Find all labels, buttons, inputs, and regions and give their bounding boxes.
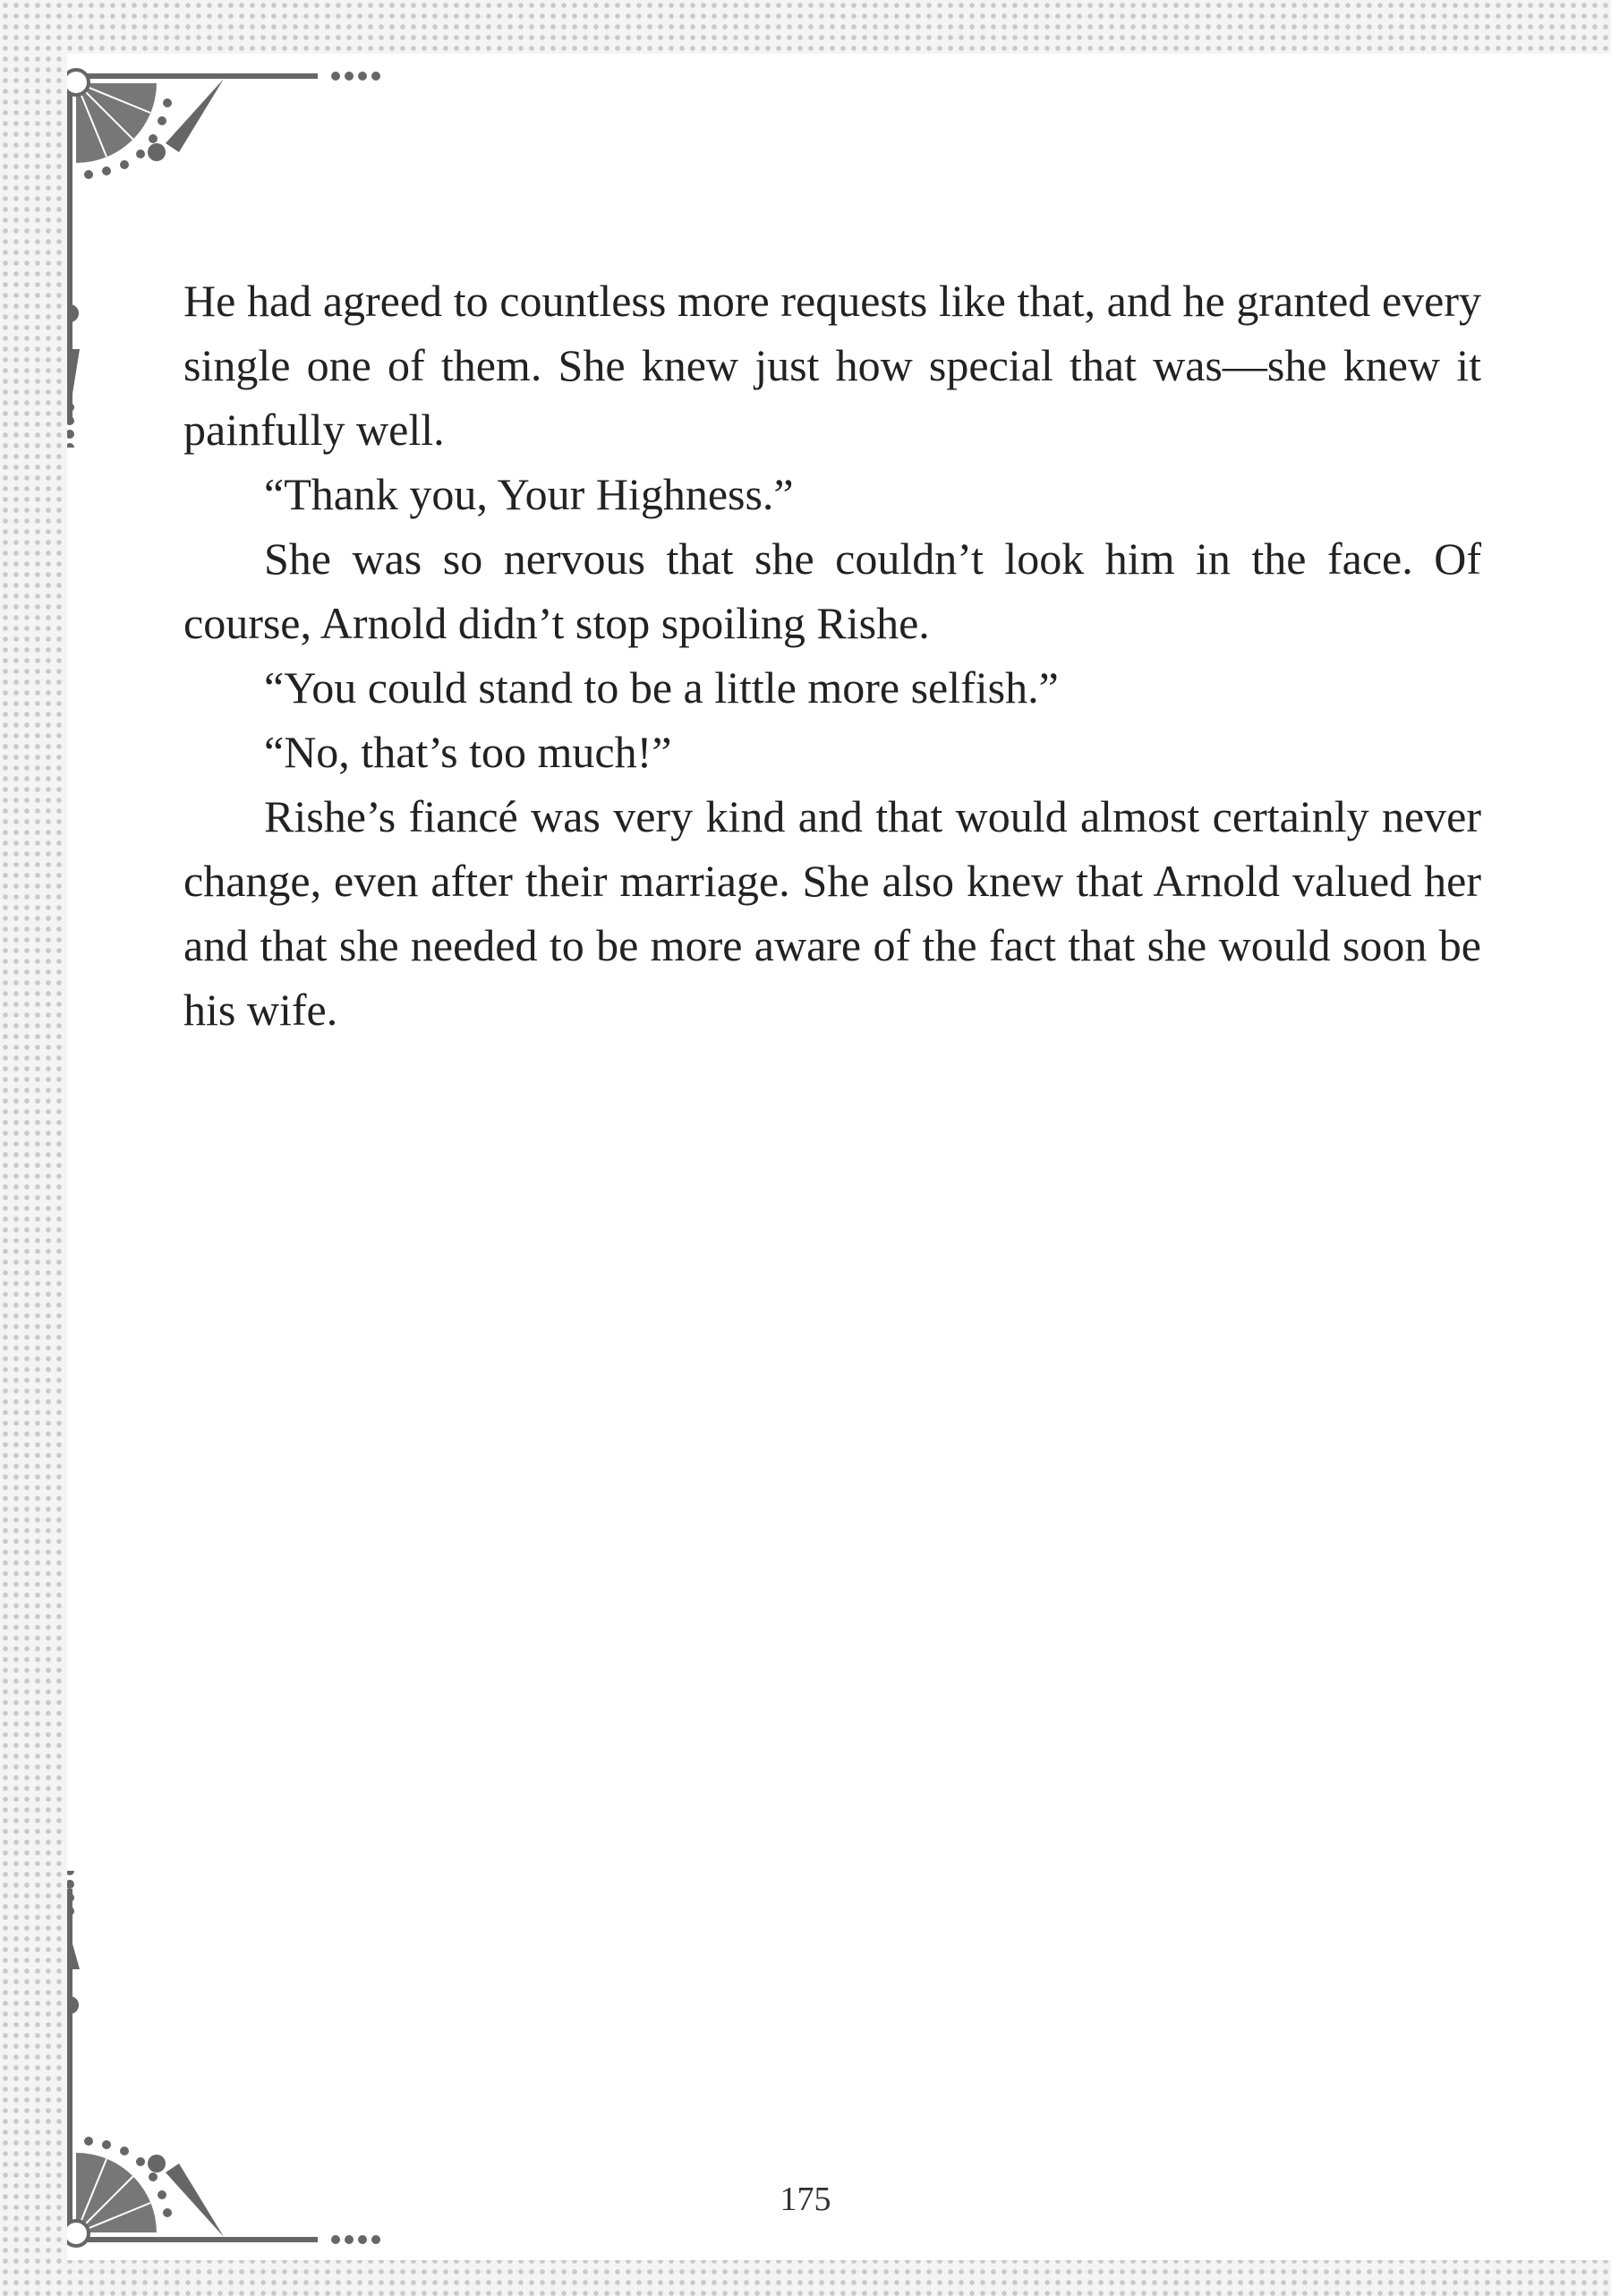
body-text — [183, 269, 1481, 1042]
paragraph: “You could stand to be a little more selfish.” — [264, 662, 1059, 713]
paragraph: “Thank you, Your Highness.” — [264, 469, 794, 519]
book-page — [67, 54, 1611, 2260]
paragraph: He had agreed to countless more requests like that, and he granted every single one of them. She knew just how special that was—she knew it painfully well. — [183, 276, 1481, 455]
paragraph: Rishe’s fiancé was very kind and that would almost certainly never change, even after their marriage. She also knew that Arnold valued her and that she needed to be more aware of the fact that she would soon be his wife. — [183, 791, 1481, 1035]
page-number: 175 — [780, 2181, 831, 2218]
paragraph: “No, that’s too much!” — [264, 727, 672, 777]
paragraph: She was so nervous that she couldn’t look him in the face. Of course, Arnold didn’t stop spoiling Rishe. — [183, 533, 1481, 648]
